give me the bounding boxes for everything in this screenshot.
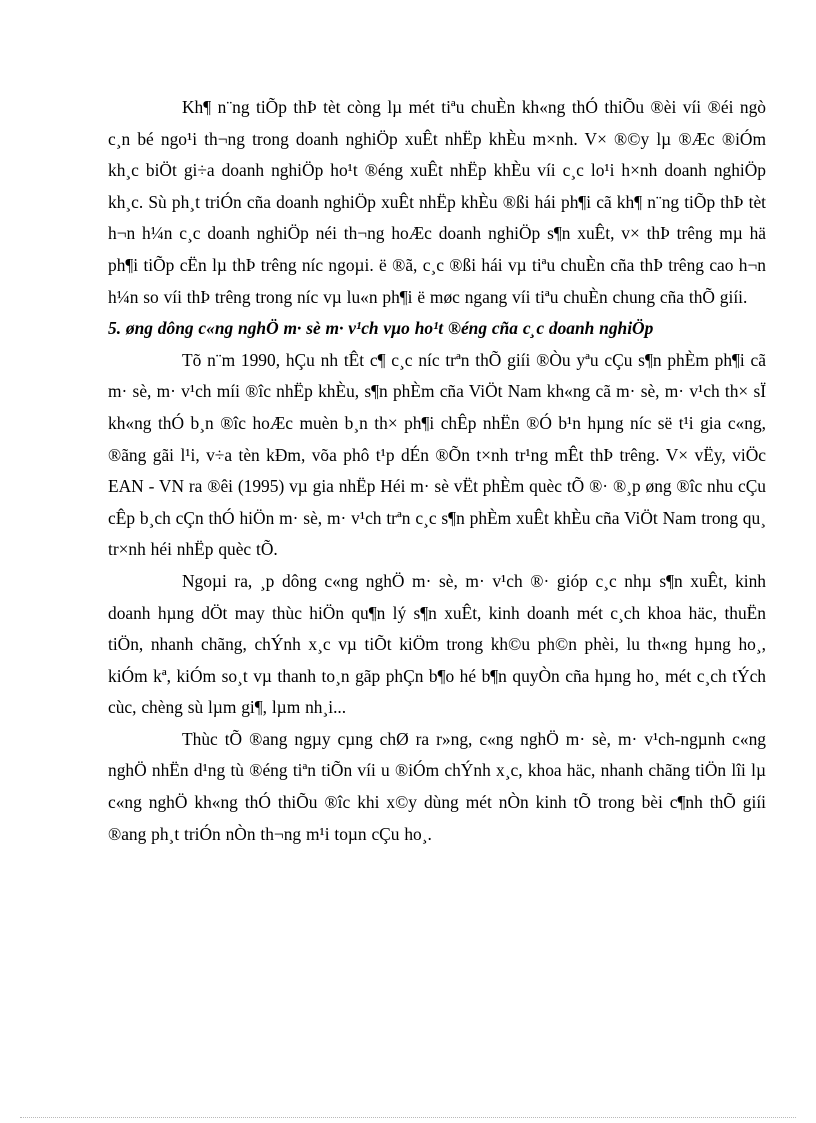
paragraph-barcode-requirement: Tõ n¨m 1990, hÇu nh tÊt c¶ c¸c níc trªn thÕ giíi ®Òu yªu cÇu s¶n phÈm ph¶i cã m· sè, m· v¹ch míi ®îc nhËp khÈu, s¶n phÈm cña ViÖt Nam kh«ng cã m· sè, m· v¹ch th× sÏ kh«ng thÓ b¸n ®îc hoÆc muèn b¸n th× ph¶i chÊp nhËn ®Ó b¹n hµng níc së t¹i gia c«ng, ®ãng gãi l¹i, v÷a tèn kÐm, võa phô t¹p dÉn ®Õn t×nh tr¹ng mÊt thÞ trêng. V× vËy, viÖc EAN - VN ra ®êi (1995) vµ gia nhËp Héi m· sè vËt phÈm quèc tÕ ®· ®¸p øng ®îc nhu cÇu cÊp b¸ch cÇn thÓ hiÖn m· sè, m· v¹ch trªn c¸c s¶n phÈm xuÊt khÈu cña ViÖt Nam trong qu¸ tr×nh héi nhËp quèc tÕ. — [108, 349, 766, 560]
paragraph-marketing-skill: Kh¶ n¨ng tiÕp thÞ tèt còng lµ mét tiªu chuÈn kh«ng thÓ thiÕu ®èi víi ®éi ngò c¸n bé ngo¹i th¬ng trong doanh nghiÖp xuÊt nhËp khÈu m×nh. V× ®©y lµ ®Æc ®iÓm kh¸c biÖt gi÷a doanh nghiÖp ho¹t ®éng xuÊt nhËp khÈu víi c¸c lo¹i h×nh doanh nghiÖp kh¸c. Sù ph¸t triÓn cña doanh nghiÖp xuÊt nhËp khÈu ®ßi hái ph¶i cã kh¶ n¨ng tiÕp thÞ tèt h¬n h¼n c¸c doanh nghiÖp néi th¬ng hoÆc doanh nghiÖp s¶n xuÊt, v× thÞ trêng mµ hä ph¶i tiÕp cËn lµ thÞ trêng níc ngoµi. ë ®ã, c¸c ®ßi hái vµ tiªu chuÈn cña thÞ trêng cao h¬n h¼n so víi thÞ trêng trong níc vµ lu«n ph¶i ë møc ngang víi tiªu chuÈn chung cña thÕ giíi. — [108, 97, 766, 307]
paragraph-barcode-benefits: Ngoµi ra, ¸p dông c«ng nghÖ m· sè, m· v¹ch ®· gióp c¸c nhµ s¶n xuÊt, kinh doanh hµng dÖt may thùc hiÖn qu¶n lý s¶n xuÊt, kinh doanh mét c¸ch khoa häc, thuËn tiÖn, nhanh chãng, chÝnh x¸c vµ tiÕt kiÖm trong kh©u ph©n phèi, lu th«ng hµng ho¸, kiÓm kª, kiÓm so¸t vµ thanh to¸n gãp phÇn b¶o hé b¶n quyÒn cña hµng ho¸ mét c¸ch tÝch cùc, chèng sù lµm gi¶, lµm nh¸i... — [108, 570, 766, 718]
paragraph-barcode-conclusion: Thùc tÕ ®ang ngµy cµng chØ ra r»ng, c«ng nghÖ m· sè, m· v¹ch-ngµnh c«ng nghÖ nhËn d¹ng tù ®éng tiªn tiÕn víi u ®iÓm chÝnh x¸c, khoa häc, nhanh chãng tiÖn lîi lµ c«ng nghÖ kh«ng thÓ thiÕu ®îc khi x©y dùng mét nÒn kinh tÕ trong bèi c¶nh thÕ giíi ®ang ph¸t triÓn nÒn th¬ng m¹i toµn cÇu ho¸. — [108, 728, 766, 844]
document-body — [108, 92, 766, 850]
section-heading: 5. øng dông c«ng nghÖ m· sè m· v¹ch vµo ho¹t ®éng cña c¸c doanh nghiÖp — [108, 318, 654, 339]
page-bottom-divider — [20, 1117, 796, 1118]
